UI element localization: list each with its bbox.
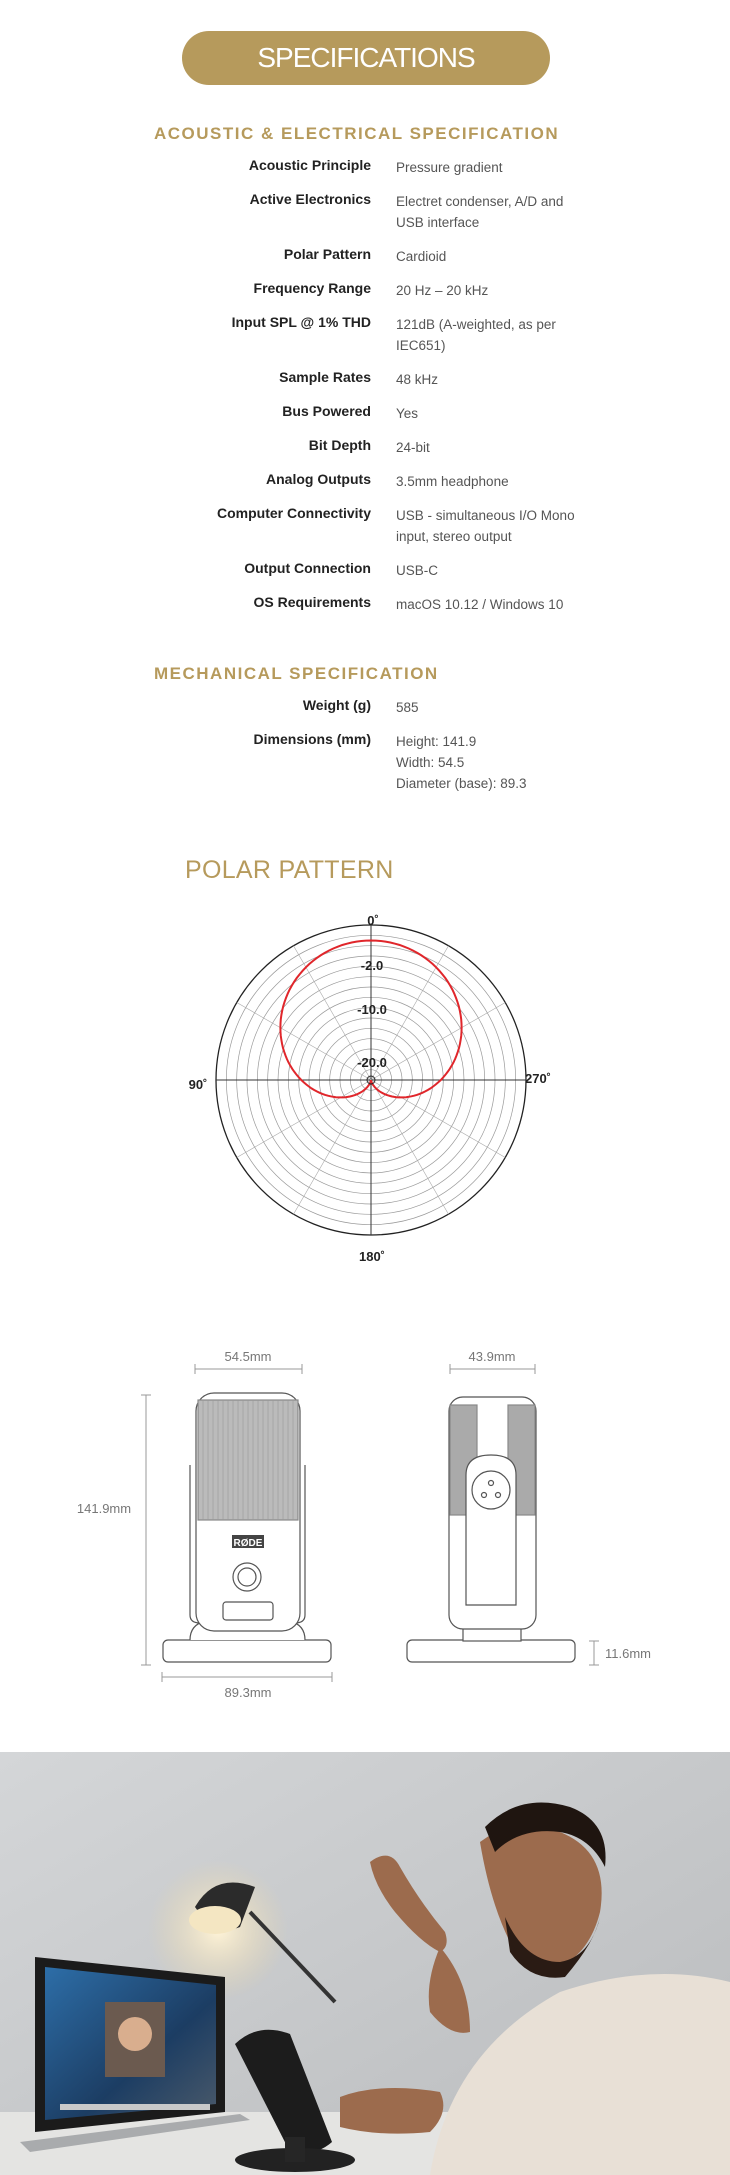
acoustic-spec-label: Active Electronics bbox=[249, 191, 371, 207]
side-width-label: 43.9mm bbox=[468, 1349, 516, 1364]
acoustic-spec-value: Pressure gradient bbox=[396, 160, 503, 175]
mechanical-spec-value: Height: 141.9 Width: 54.5 Diameter (base): 89.3 bbox=[396, 734, 527, 791]
acoustic-spec-label: OS Requirements bbox=[253, 594, 371, 610]
acoustic-spec-label: Frequency Range bbox=[253, 280, 371, 296]
ring-label-2: -2.0 bbox=[360, 958, 384, 973]
acoustic-spec-value: 3.5mm headphone bbox=[396, 474, 509, 489]
acoustic-spec-value: Yes bbox=[396, 406, 419, 421]
acoustic-spec-label: Acoustic Principle bbox=[248, 157, 371, 173]
acoustic-section-title: ACOUSTIC & ELECTRICAL SPECIFICATION bbox=[154, 124, 560, 143]
acoustic-spec-label: Sample Rates bbox=[279, 369, 371, 385]
acoustic-spec-value: Cardioid bbox=[396, 249, 447, 264]
height-label: 141.9mm bbox=[76, 1501, 132, 1516]
angle-label-270: 270˚ bbox=[524, 1071, 552, 1086]
acoustic-spec-label: Polar Pattern bbox=[283, 246, 371, 262]
front-width-label: 54.5mm bbox=[224, 1349, 272, 1364]
base-height-label: 11.6mm bbox=[605, 1646, 651, 1661]
base-diameter-label: 89.3mm bbox=[224, 1685, 272, 1700]
acoustic-spec-value: macOS 10.12 / Windows 10 bbox=[396, 597, 564, 612]
ring-label-20: -20.0 bbox=[357, 1055, 387, 1070]
specifications-banner: SPECIFICATIONS bbox=[182, 31, 550, 85]
ring-label-10: -10.0 bbox=[357, 1002, 387, 1017]
acoustic-spec-value: Electret condenser, A/D and USB interface bbox=[396, 194, 564, 230]
acoustic-spec-value: USB - simultaneous I/O Mono input, stereo output bbox=[396, 508, 575, 544]
acoustic-spec-label: Input SPL @ 1% THD bbox=[231, 314, 371, 330]
acoustic-spec-value: 20 Hz – 20 kHz bbox=[396, 283, 489, 298]
acoustic-spec-label: Bit Depth bbox=[308, 437, 371, 453]
acoustic-spec-value: USB-C bbox=[396, 563, 439, 578]
lifestyle-photo bbox=[0, 1752, 730, 2175]
mechanical-spec-label: Dimensions (mm) bbox=[253, 731, 371, 747]
acoustic-spec-value: 48 kHz bbox=[396, 372, 439, 387]
polar-pattern-chart bbox=[0, 905, 730, 1265]
acoustic-spec-value: 121dB (A-weighted, as per IEC651) bbox=[396, 317, 556, 353]
dimension-drawing bbox=[0, 1345, 730, 1700]
angle-label-0: 0˚ bbox=[367, 913, 379, 928]
brand-logo: RØDE bbox=[233, 1538, 263, 1549]
acoustic-spec-label: Output Connection bbox=[244, 560, 371, 576]
mechanical-spec-value: 585 bbox=[396, 700, 419, 715]
acoustic-spec-label: Bus Powered bbox=[282, 403, 371, 419]
angle-label-180: 180˚ bbox=[358, 1249, 386, 1264]
mechanical-section-title: MECHANICAL SPECIFICATION bbox=[154, 664, 439, 683]
acoustic-spec-label: Analog Outputs bbox=[266, 471, 371, 487]
side-view-drawing bbox=[407, 1397, 575, 1662]
front-view-drawing bbox=[163, 1393, 331, 1662]
acoustic-spec-value: 24-bit bbox=[396, 440, 430, 455]
polar-pattern-title: POLAR PATTERN bbox=[185, 856, 394, 884]
angle-label-90: 90˚ bbox=[188, 1077, 208, 1092]
mechanical-spec-label: Weight (g) bbox=[302, 697, 371, 713]
acoustic-spec-label: Computer Connectivity bbox=[216, 505, 371, 521]
